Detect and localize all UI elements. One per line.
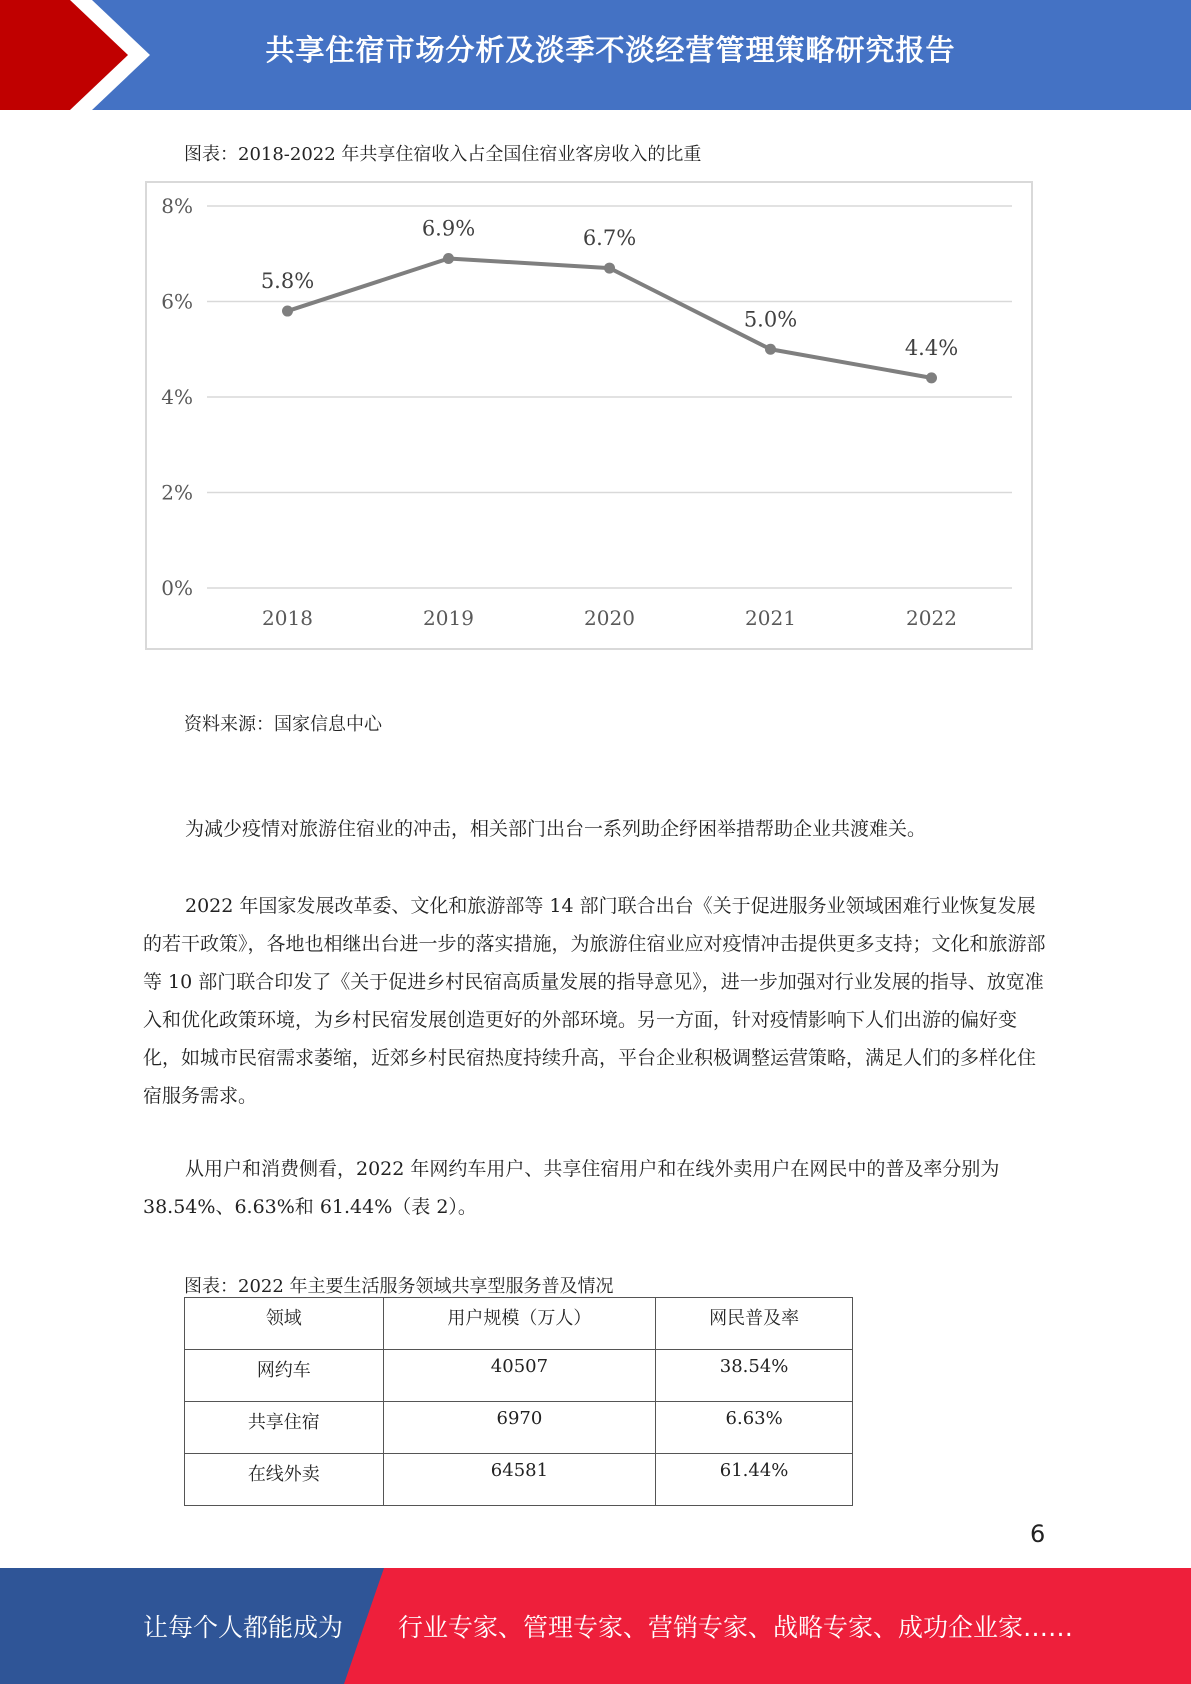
chart-caption: 图表：2018-2022 年共享住宿收入占全国住宿业客房收入的比重 — [184, 144, 702, 165]
y-tick-label: 4% — [161, 385, 193, 409]
table-cell: 40507 — [383, 1350, 656, 1402]
page-number: 6 — [1030, 1520, 1046, 1548]
x-tick-label: 2018 — [262, 606, 313, 630]
data-label: 4.4% — [904, 335, 959, 360]
y-tick-label: 6% — [161, 289, 193, 314]
data-point — [604, 263, 615, 274]
paragraph-1: 为减少疫情对旅游住宿业的冲击，相关部门出台一系列助企纾困举措帮助企业共渡难关。 — [185, 818, 927, 840]
footer-slogan-left: 让每个人都能成为 — [143, 1613, 344, 1642]
table-header-cell: 用户规模（万人） — [383, 1298, 656, 1350]
table-cell: 共享住宿 — [185, 1402, 384, 1454]
data-point — [282, 306, 293, 317]
page-footer — [0, 1568, 1191, 1684]
table-cell: 38.54% — [656, 1350, 853, 1402]
x-tick-label: 2020 — [584, 606, 635, 630]
table-cell: 在线外卖 — [185, 1454, 384, 1506]
table-header-row — [185, 1298, 853, 1350]
table-cell: 6.63% — [656, 1402, 853, 1454]
data-label: 6.7% — [582, 226, 637, 251]
line-chart — [145, 181, 1033, 650]
y-tick-label: 8% — [161, 194, 193, 218]
x-tick-label: 2022 — [906, 606, 957, 630]
footer-slogan-right: 行业专家、管理专家、营销专家、战略专家、成功企业家…… — [398, 1613, 1074, 1642]
y-tick-label: 0% — [161, 576, 193, 600]
y-tick-label: 2% — [161, 480, 193, 505]
page-header — [0, 0, 1191, 110]
paragraph-3: 从用户和消费侧看，2022 年网约车用户、共享住宿用户和在线外卖用户在网民中的普及率分别为 38.54%、6.63%和 61.44%（表 2）。 — [143, 1158, 1000, 1218]
table-cell: 64581 — [383, 1454, 656, 1506]
data-point — [443, 253, 454, 264]
data-label: 5.0% — [743, 307, 798, 332]
source-note: 资料来源：国家信息中心 — [184, 714, 382, 735]
paragraph-2: 2022 年国家发展改革委、文化和旅游部等 14 部门联合出台《关于促进服务业领域困难行业恢复发展的若干政策》，各地也相继出台进一步的落实措施，为旅游住宿业应对疫情冲击提供更多支持；文化和旅游部等 10 部门联合印发了《关于促进乡村民宿高质量发展的指导意见》，进一步加强对行业发展的指导、放宽准入和优化政策环境，为乡村民宿发展创造更好的外部环境。另一方面，针对疫情影响下人们出游的偏好变化，如城市民宿需求萎缩，近郊乡村民宿热度持续升高，平台企业积极调整运营策略，满足人们的多样化住宿服务需求。 — [143, 895, 1046, 1107]
table-row — [185, 1402, 853, 1454]
x-tick-label: 2021 — [745, 606, 796, 630]
table-cell: 网约车 — [185, 1350, 384, 1402]
data-point — [926, 372, 937, 383]
table-header-cell: 领域 — [185, 1298, 384, 1350]
data-table — [184, 1297, 853, 1506]
table-row — [185, 1454, 853, 1506]
table-header-cell: 网民普及率 — [656, 1298, 853, 1350]
table-row — [185, 1350, 853, 1402]
report-title: 共享住宿市场分析及淡季不淡经营管理策略研究报告 — [265, 33, 956, 67]
table-cell: 61.44% — [656, 1454, 853, 1506]
table-cell: 6970 — [383, 1402, 656, 1454]
series-line — [288, 259, 932, 378]
x-tick-label: 2019 — [423, 606, 474, 630]
table-caption: 图表：2022 年主要生活服务领域共享型服务普及情况 — [184, 1276, 614, 1297]
data-label: 5.8% — [260, 269, 315, 294]
data-label: 6.9% — [421, 216, 476, 241]
chart-svg — [147, 183, 1035, 652]
data-point — [765, 344, 776, 355]
